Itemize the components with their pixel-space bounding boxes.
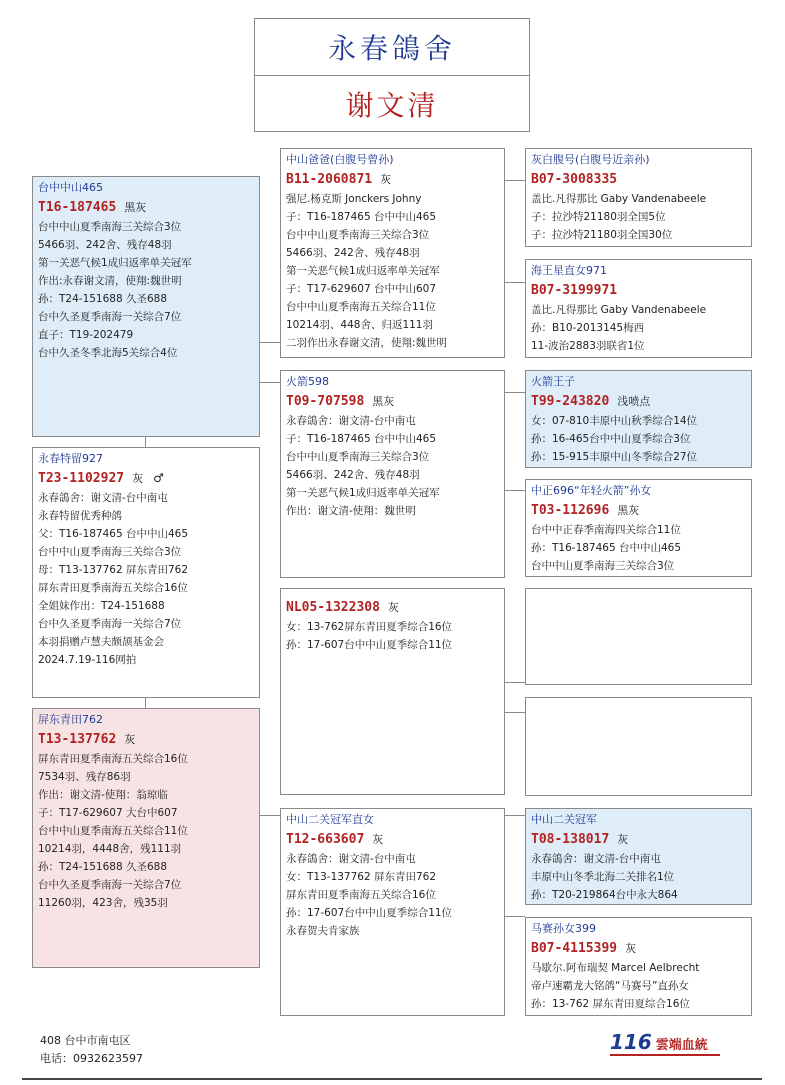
info-line: 子：T17-629607 大台中607 bbox=[38, 807, 178, 819]
info-line: 孙：15-915丰原中山冬季综合27位 bbox=[531, 451, 698, 463]
info-line: 直子：T19-202479 bbox=[38, 329, 134, 341]
pigeon-color: 浅喷点 bbox=[617, 395, 651, 408]
footer-phone: 电话：0932623597 bbox=[40, 1052, 143, 1065]
pigeon-name: 中山爸爸(白腹号曾孙) bbox=[286, 153, 394, 166]
info-line: 5466羽、242舍、残存48羽 bbox=[38, 239, 172, 251]
info-line: 台中久圣夏季南海一关综合7位 bbox=[38, 618, 182, 630]
info-line: 屏东青田夏季南海五关综合16位 bbox=[38, 582, 188, 594]
connector bbox=[260, 815, 280, 816]
info-line: 子：T16-187465 台中中山465 bbox=[286, 433, 437, 445]
info-line: 女：13-762屏东青田夏季综合16位 bbox=[286, 621, 453, 633]
brand-underline bbox=[610, 1054, 720, 1056]
info-line: 7534羽、残存86羽 bbox=[38, 771, 131, 783]
info-line: 11-波治2883羽联省1位 bbox=[531, 340, 645, 352]
info-line: 台中久圣冬季北海5关综合4位 bbox=[38, 347, 178, 359]
loft-name: 永春鴿舍 bbox=[255, 19, 529, 76]
dam-card bbox=[280, 370, 505, 578]
info-line: 马歇尔.阿布瑞契 Marcel Aelbrecht bbox=[531, 962, 700, 974]
info-line: 永春特留优秀种鸽 bbox=[38, 510, 122, 522]
info-line: 台中中山夏季南海三关综合3位 bbox=[286, 229, 430, 241]
pigeon-color: 黑灰 bbox=[372, 395, 395, 408]
info-line: 母：T13-137762 屏东青田762 bbox=[38, 564, 189, 576]
mate-card bbox=[32, 708, 260, 968]
info-line: 10214羽、448舍、归返111羽 bbox=[286, 319, 433, 331]
pigeon-name: 中正696“年轻火箭”孙女 bbox=[531, 484, 652, 497]
info-line: 女：T13-137762 屏东青田762 bbox=[286, 871, 437, 883]
pigeon-name: 灰白腹号(白腹号近亲孙) bbox=[531, 153, 650, 166]
info-line: 孙：T16-187465 台中中山465 bbox=[531, 542, 682, 554]
info-line: 二羽作出永春谢文清，使翔:魏世明 bbox=[286, 337, 448, 349]
pigeon-color: 灰 bbox=[387, 601, 399, 614]
connector bbox=[260, 382, 280, 383]
ring-number: T13-137762 bbox=[38, 732, 117, 747]
pigeon-name: 中山二关冠军直女 bbox=[286, 813, 374, 826]
info-line: 永春鴿舍：谢文清-台中南屯 bbox=[531, 853, 661, 865]
connector bbox=[505, 682, 525, 683]
info-line: 孙：16-465台中中山夏季综合3位 bbox=[531, 433, 691, 445]
info-line: 帝卢速霸龙大铭鸽“马赛号”直孙女 bbox=[531, 980, 689, 992]
info-line: 丰原中山冬季北海二关排名1位 bbox=[531, 871, 675, 883]
pigeon-color: 黑灰 bbox=[617, 504, 640, 517]
brand-logo bbox=[610, 1030, 708, 1054]
pigeon-name: 海王星直女971 bbox=[531, 264, 607, 277]
info-line: 孙：B10-2013145梅西 bbox=[531, 322, 645, 334]
info-line: 全姐妹作出：T24-151688 bbox=[38, 600, 165, 612]
connector bbox=[505, 392, 525, 393]
info-line: 永春鴿舍：谢文清-台中南屯 bbox=[38, 492, 168, 504]
title-box bbox=[254, 18, 530, 132]
info-line: 5466羽、242舍、残存48羽 bbox=[286, 247, 420, 259]
pigeon-color: 灰 bbox=[372, 833, 384, 846]
empty-card bbox=[525, 588, 752, 685]
male-symbol-icon: ♂ bbox=[153, 471, 164, 485]
pigeon-color: 灰 bbox=[380, 173, 392, 186]
ring-number: B07-3199971 bbox=[531, 283, 618, 298]
pigeon-color: 灰 bbox=[132, 472, 144, 485]
info-line: 台中中山夏季南海五关综合11位 bbox=[286, 301, 436, 313]
connector bbox=[505, 282, 525, 283]
sire-dam-card bbox=[525, 259, 752, 358]
ring-number: NL05-1322308 bbox=[286, 600, 380, 615]
ring-number: T23-1102927 bbox=[38, 471, 125, 486]
info-line: 永春鴿舍：谢文清-台中南屯 bbox=[286, 415, 416, 427]
info-line: 第一关恶气候1成归返率单关冠军 bbox=[286, 487, 440, 499]
pigeon-color: 灰 bbox=[625, 942, 637, 955]
info-line: 本羽捐赠卢慧夫颇颉基金会 bbox=[38, 636, 164, 648]
info-line: 强尼.杨克斯 Jonckers Johny bbox=[286, 193, 422, 205]
pigeon-color: 灰 bbox=[617, 833, 629, 846]
mate-dam-sire-card bbox=[525, 808, 752, 905]
footer-address: 408 台中市南屯区 bbox=[40, 1034, 131, 1047]
info-line: 11260羽，423舍，残35羽 bbox=[38, 897, 168, 909]
ring-number: T16-187465 bbox=[38, 200, 117, 215]
info-line: 孙：T20-219864台中永大864 bbox=[531, 889, 678, 901]
info-line: 台中中山夏季南海五关综合11位 bbox=[38, 825, 188, 837]
info-line: 子：T17-629607 台中中山607 bbox=[286, 283, 437, 295]
info-line: 孙：13-762 屏东青田夏综合16位 bbox=[531, 998, 690, 1010]
info-line: 作出：谢文清-使翔：翁琼临 bbox=[38, 789, 168, 801]
pigeon-name: 马赛孙女399 bbox=[531, 922, 596, 935]
info-line: 作出:永春谢文清，使翔:魏世明 bbox=[38, 275, 182, 287]
info-line: 盖比.凡得那比 Gaby Vandenabeele bbox=[531, 304, 707, 316]
info-line: 台中中山夏季南海三关综合3位 bbox=[531, 560, 675, 572]
info-line: 台中中山夏季南海三关综合3位 bbox=[38, 221, 182, 233]
info-line: 子：T16-187465 台中中山465 bbox=[286, 211, 437, 223]
connector bbox=[145, 698, 146, 708]
dam-sire-card bbox=[525, 370, 752, 468]
pigeon-name: 屏东青田762 bbox=[38, 713, 103, 726]
brand-number: 116 bbox=[610, 1030, 652, 1054]
info-line: 作出：谢文清-使翔：魏世明 bbox=[286, 505, 416, 517]
info-line: 台中中山夏季南海三关综合3位 bbox=[286, 451, 430, 463]
info-line: 永春鴿舍：谢文清-台中南屯 bbox=[286, 853, 416, 865]
info-line: 台中久圣夏季南海一关综合7位 bbox=[38, 879, 182, 891]
pigeon-name: 台中中山465 bbox=[38, 181, 103, 194]
info-line: 10214羽，4448舍，残111羽 bbox=[38, 843, 182, 855]
info-line: 屏东青田夏季南海五关综合16位 bbox=[38, 753, 188, 765]
info-line: 屏东青田夏季南海五关综合16位 bbox=[286, 889, 436, 901]
subject-card bbox=[32, 176, 260, 437]
ring-number: T99-243820 bbox=[531, 394, 610, 409]
pigeon-name: 永春特留927 bbox=[38, 452, 103, 465]
info-line: 第一关恶气候1成归返率单关冠军 bbox=[286, 265, 440, 277]
info-line: 父：T16-187465 台中中山465 bbox=[38, 528, 189, 540]
pigeon-color: 黑灰 bbox=[124, 201, 147, 214]
mate-dam-dam-card bbox=[525, 917, 752, 1016]
connector bbox=[260, 342, 280, 343]
brand-text: 雲端血統 bbox=[655, 1038, 708, 1053]
connector bbox=[505, 712, 525, 713]
mate-dam-card bbox=[280, 808, 505, 1016]
ring-number: T08-138017 bbox=[531, 832, 610, 847]
ring-number: B07-3008335 bbox=[531, 172, 618, 187]
sire-sire-card bbox=[525, 148, 752, 247]
connector bbox=[505, 490, 525, 491]
info-line: 子：拉沙特21180羽全国5位 bbox=[531, 211, 666, 223]
owner-name: 谢文清 bbox=[345, 89, 439, 122]
info-line: 5466羽、242舍、残存48羽 bbox=[286, 469, 420, 481]
info-line: 孙：17-607台中中山夏季综合11位 bbox=[286, 907, 453, 919]
ring-number: T12-663607 bbox=[286, 832, 365, 847]
pigeon-name: 火箭598 bbox=[286, 375, 329, 388]
connector bbox=[505, 916, 525, 917]
info-line: 孙：T24-151688 久圣688 bbox=[38, 861, 168, 873]
ring-number: B07-4115399 bbox=[531, 941, 618, 956]
info-line: 台中久圣夏季南海一关综合7位 bbox=[38, 311, 182, 323]
info-line: 第一关恶气候1成归返率单关冠军 bbox=[38, 257, 192, 269]
info-line: 2024.7.19-116网拍 bbox=[38, 654, 137, 666]
info-line: 盖比.凡得那比 Gaby Vandenabeele bbox=[531, 193, 707, 205]
pigeon-name: 中山二关冠军 bbox=[531, 813, 597, 826]
sibling-card bbox=[32, 447, 260, 698]
ring-number: T09-707598 bbox=[286, 394, 365, 409]
pigeon-color: 灰 bbox=[124, 733, 136, 746]
ring-number: T03-112696 bbox=[531, 503, 610, 518]
info-line: 孙：17-607台中中山夏季综合11位 bbox=[286, 639, 453, 651]
mate-sire-card bbox=[280, 588, 505, 795]
sire-card bbox=[280, 148, 505, 358]
info-line: 孙：T24-151688 久圣688 bbox=[38, 293, 168, 305]
info-line: 女：07-810丰原中山秋季综合14位 bbox=[531, 415, 698, 427]
bottom-rule bbox=[22, 1078, 762, 1080]
info-line: 子：拉沙特21180羽全国30位 bbox=[531, 229, 673, 241]
info-line: 台中中正春季南海四关综合11位 bbox=[531, 524, 681, 536]
connector bbox=[505, 180, 525, 181]
pigeon-name: 火箭王子 bbox=[531, 375, 575, 388]
dam-dam-card bbox=[525, 479, 752, 577]
connector bbox=[505, 815, 525, 816]
info-line: 台中中山夏季南海三关综合3位 bbox=[38, 546, 182, 558]
connector bbox=[145, 437, 146, 447]
info-line: 永春贺夫肯家族 bbox=[286, 925, 360, 937]
empty-card bbox=[525, 697, 752, 796]
ring-number: B11-2060871 bbox=[286, 172, 373, 187]
